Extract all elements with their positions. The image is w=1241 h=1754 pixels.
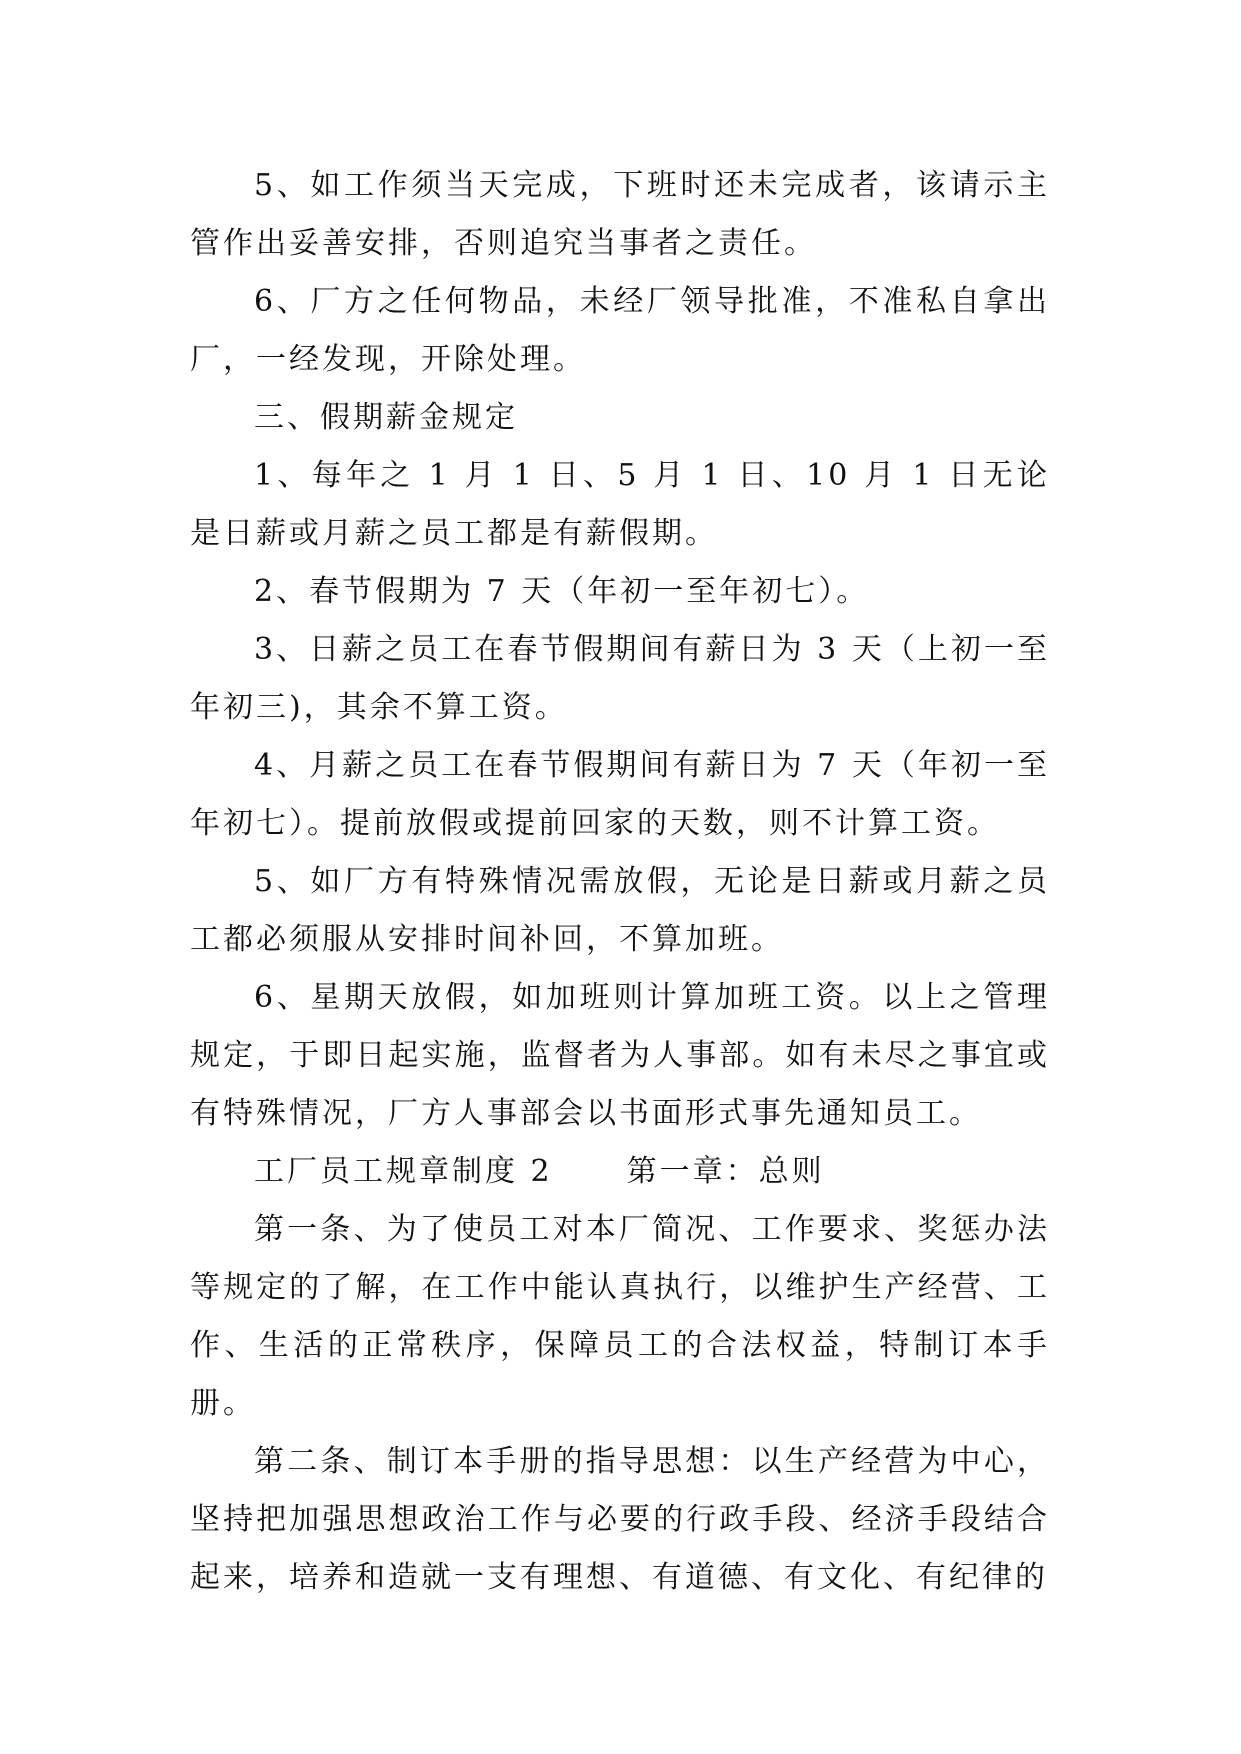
paragraph-item-5: 5、如工作须当天完成，下班时还未完成者，该请示主管作出妥善安排，否则追究当事者之责任。 xyxy=(190,168,1050,261)
paragraph-holiday-2: 2、春节假期为 7 天（年初一至年初七）。 xyxy=(254,574,870,609)
chapter-title: 第一章：总则 xyxy=(626,1154,825,1189)
paragraph-holiday-3: 3、日薪之员工在春节假期间有薪日为 3 天（上初一至年初三)，其余不算工资。 xyxy=(190,632,1050,725)
regulations-title: 工厂员工规章制度 2 xyxy=(254,1154,553,1189)
paragraph-holiday-6: 6、星期天放假，如加班则计算加班工资。以上之管理规定，于即日起实施，监督者为人事部。如有未尽之事宜或有特殊情况，厂方人事部会以书面形式事先通知员工。 xyxy=(190,980,1050,1131)
article-2: 第二条、制订本手册的指导思想：以生产经营为中心，坚持把加强思想政治工作与必要的行政手段、经济手段结合起来，培养和造就一支有理想、有道德、有文化、有纪律的 xyxy=(190,1444,1050,1595)
paragraph-holiday-4: 4、月薪之员工在春节假期间有薪日为 7 天（年初一至年初七）。提前放假或提前回家的天数，则不计算工资。 xyxy=(190,748,1050,841)
regulations-title-line xyxy=(190,1143,1050,1201)
article-1: 第一条、为了使员工对本厂简况、工作要求、奖惩办法等规定的了解，在工作中能认真执行，以维护生产经营、工作、生活的正常秩序，保障员工的合法权益，特制订本手册。 xyxy=(190,1212,1050,1421)
document-body xyxy=(190,157,1050,1607)
paragraph-holiday-5: 5、如厂方有特殊情况需放假，无论是日薪或月薪之员工都必须服从安排时间补回，不算加班。 xyxy=(190,864,1050,957)
paragraph-holiday-1: 1、每年之 1 月 1 日、5 月 1 日、10 月 1 日无论是日薪或月薪之员工都是有薪假期。 xyxy=(190,458,1050,551)
paragraph-item-6: 6、厂方之任何物品，未经厂领导批准，不准私自拿出厂，一经发现，开除处理。 xyxy=(190,284,1050,377)
section-heading-holiday-pay: 三、假期薪金规定 xyxy=(254,400,518,435)
